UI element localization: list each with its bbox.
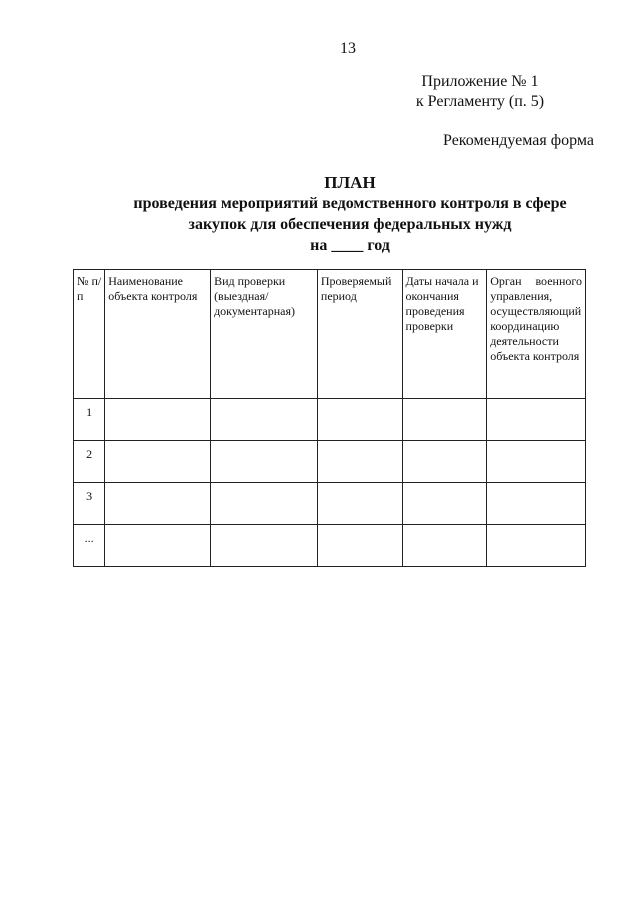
header-inspection-type: Вид проверки (выездная/ документарная) xyxy=(211,270,318,399)
table-cell xyxy=(402,483,487,525)
table-cell xyxy=(105,525,211,567)
table-cell xyxy=(211,525,318,567)
header-military-body: Орган военного управления, осуществляющий координацию деятельности объекта контроля xyxy=(487,270,586,399)
table-row xyxy=(74,399,586,441)
table-cell: 3 xyxy=(74,483,105,525)
appendix-line-1: Приложение № 1 xyxy=(421,73,539,90)
table-cell xyxy=(105,483,211,525)
table-header-row xyxy=(74,270,586,399)
table-cell xyxy=(487,525,586,567)
table-cell xyxy=(402,399,487,441)
plan-table xyxy=(73,269,586,567)
header-number: № п/п xyxy=(74,270,105,399)
header-control-object: Наименование объекта контроля xyxy=(105,270,211,399)
table-row xyxy=(74,483,586,525)
table-cell xyxy=(105,399,211,441)
table-cell xyxy=(402,525,487,567)
appendix-line-2: к Регламенту (п. 5) xyxy=(415,93,545,110)
appendix-reference xyxy=(380,72,580,112)
header-inspected-period: Проверяемый период xyxy=(317,270,402,399)
table-cell xyxy=(317,483,402,525)
table-cell xyxy=(211,483,318,525)
heading-line-2: закупок для обеспечения федеральных нужд xyxy=(188,216,512,233)
table-cell xyxy=(317,399,402,441)
table-cell xyxy=(317,525,402,567)
table-cell xyxy=(211,441,318,483)
document-heading xyxy=(100,172,600,256)
table-cell: 2 xyxy=(74,441,105,483)
table-cell xyxy=(402,441,487,483)
recommended-form-label: Рекомендуемая форма xyxy=(443,132,594,149)
table-cell xyxy=(211,399,318,441)
table-cell xyxy=(487,483,586,525)
table-cell: ... xyxy=(74,525,105,567)
table-row xyxy=(74,441,586,483)
table-cell xyxy=(487,441,586,483)
table-cell xyxy=(105,441,211,483)
heading-line-1: проведения мероприятий ведомственного контроля в сфере xyxy=(133,195,567,212)
table-row xyxy=(74,525,586,567)
table-cell xyxy=(317,441,402,483)
header-inspection-dates: Даты начала и окончания проведения проверки xyxy=(402,270,487,399)
heading-title: ПЛАН xyxy=(324,173,376,192)
page-number: 13 xyxy=(340,40,356,57)
table-cell xyxy=(487,399,586,441)
table-cell: 1 xyxy=(74,399,105,441)
heading-line-3: на ____ год xyxy=(310,237,390,254)
